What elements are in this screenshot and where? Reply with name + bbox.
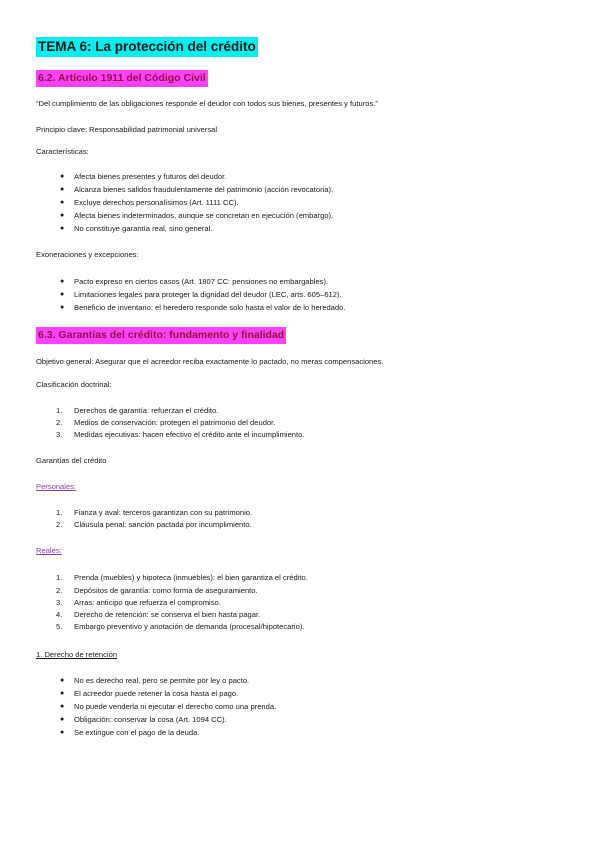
list-item: 3. Medidas ejecutivas: hacen efectivo el crédito ante el incumplimiento. <box>56 430 305 439</box>
list-item: 5. Embargo preventivo y anotación de demanda (procesal/hipotecario). <box>56 622 305 631</box>
list-item: ● El acreedor puede retener la cosa hasta el pago. <box>60 689 239 698</box>
bullet-icon: ● <box>60 199 65 206</box>
list-item: ● Afecta bienes presentes y futuros del deudor. <box>60 172 227 181</box>
exemptions-label: Exoneraciones y excepciones: <box>36 250 139 259</box>
list-item: ● Alcanza bienes salidos fraudulentamente del patrimonio (acción revocatoria). <box>60 185 334 194</box>
characteristics-label: Características: <box>36 147 89 156</box>
section-heading-6-3: 6.3. Garantías del crédito: fundamento y finalidad <box>36 327 286 344</box>
bullet-icon: ● <box>60 173 65 180</box>
general-objective: Objetivo general: Asegurar que el acreedor reciba exactamente lo pactado, no meras compensaciones. <box>36 357 384 366</box>
retention-heading: 1. Derecho de retención <box>36 650 118 659</box>
list-item: 4. Derecho de retención: se conserva el bien hasta pagar. <box>56 610 261 619</box>
bullet-icon: ● <box>60 291 65 298</box>
list-item: ● Beneficio de inventario: el heredero responde solo hasta el valor de lo heredado. <box>60 303 346 312</box>
list-item: ● Excluye derechos personalísimos (Art. 1111 CC). <box>60 198 239 207</box>
list-item: 1. Prenda (muebles) y hipoteca (inmuebles): el bien garantiza el crédito. <box>56 573 308 582</box>
list-item: ● No puede venderla ni ejecutar el derecho como una prenda. <box>60 702 277 711</box>
key-principle: Principio clave: Responsabilidad patrimonial universal <box>36 125 218 134</box>
list-item: ● No constituye garantía real, sino general. <box>60 224 213 233</box>
list-item: ● No es derecho real, pero se permite por ley o pacto. <box>60 676 250 685</box>
guarantees-label: Garantías del crédito <box>36 456 107 465</box>
list-item: 2. Depósitos de garantía: como forma de aseguramiento. <box>56 586 258 595</box>
bullet-icon: ● <box>60 729 65 736</box>
bullet-icon: ● <box>60 278 65 285</box>
classification-label: Clasificación doctrinal: <box>36 380 112 389</box>
list-item: 1. Derechos de garantía: refuerzan el crédito. <box>56 406 219 415</box>
list-item: ● Afecta bienes indeterminados, aunque se concretan en ejecución (embargo). <box>60 211 334 220</box>
bullet-icon: ● <box>60 703 65 710</box>
real-guarantees-label: Reales: <box>36 546 62 555</box>
list-item: 2. Cláusula penal: sanción pactada por incumplimiento. <box>56 520 252 529</box>
bullet-icon: ● <box>60 212 65 219</box>
article-quote: “Del cumplimiento de las obligaciones responde el deudor con todos sus bienes, presentes y futuros.” <box>36 99 378 108</box>
list-item: ● Limitaciones legales para proteger la dignidad del deudor (LEC, arts. 605–612). <box>60 290 342 299</box>
list-item: 3. Arras: anticipo que refuerza el compromiso. <box>56 598 221 607</box>
list-item: 2. Medios de conservación: protegen el patrimonio del deudor. <box>56 418 276 427</box>
bullet-icon: ● <box>60 304 65 311</box>
bullet-icon: ● <box>60 186 65 193</box>
bullet-icon: ● <box>60 716 65 723</box>
list-item: ● Se extingue con el pago de la deuda. <box>60 728 200 737</box>
list-item: ● Obligación: conservar la cosa (Art. 1094 CC). <box>60 715 227 724</box>
personal-guarantees-label: Personales: <box>36 482 77 491</box>
bullet-icon: ● <box>60 677 65 684</box>
bullet-icon: ● <box>60 225 65 232</box>
document-title: TEMA 6: La protección del crédito <box>36 37 258 57</box>
list-item: 1. Fianza y aval: terceros garantizan con su patrimonio. <box>56 508 253 517</box>
list-item: ● Pacto expreso en ciertos casos (Art. 1807 CC: pensiones no embargables). <box>60 277 329 286</box>
section-heading-6-2: 6.2. Artículo 1911 del Código Civil <box>36 70 208 87</box>
bullet-icon: ● <box>60 690 65 697</box>
